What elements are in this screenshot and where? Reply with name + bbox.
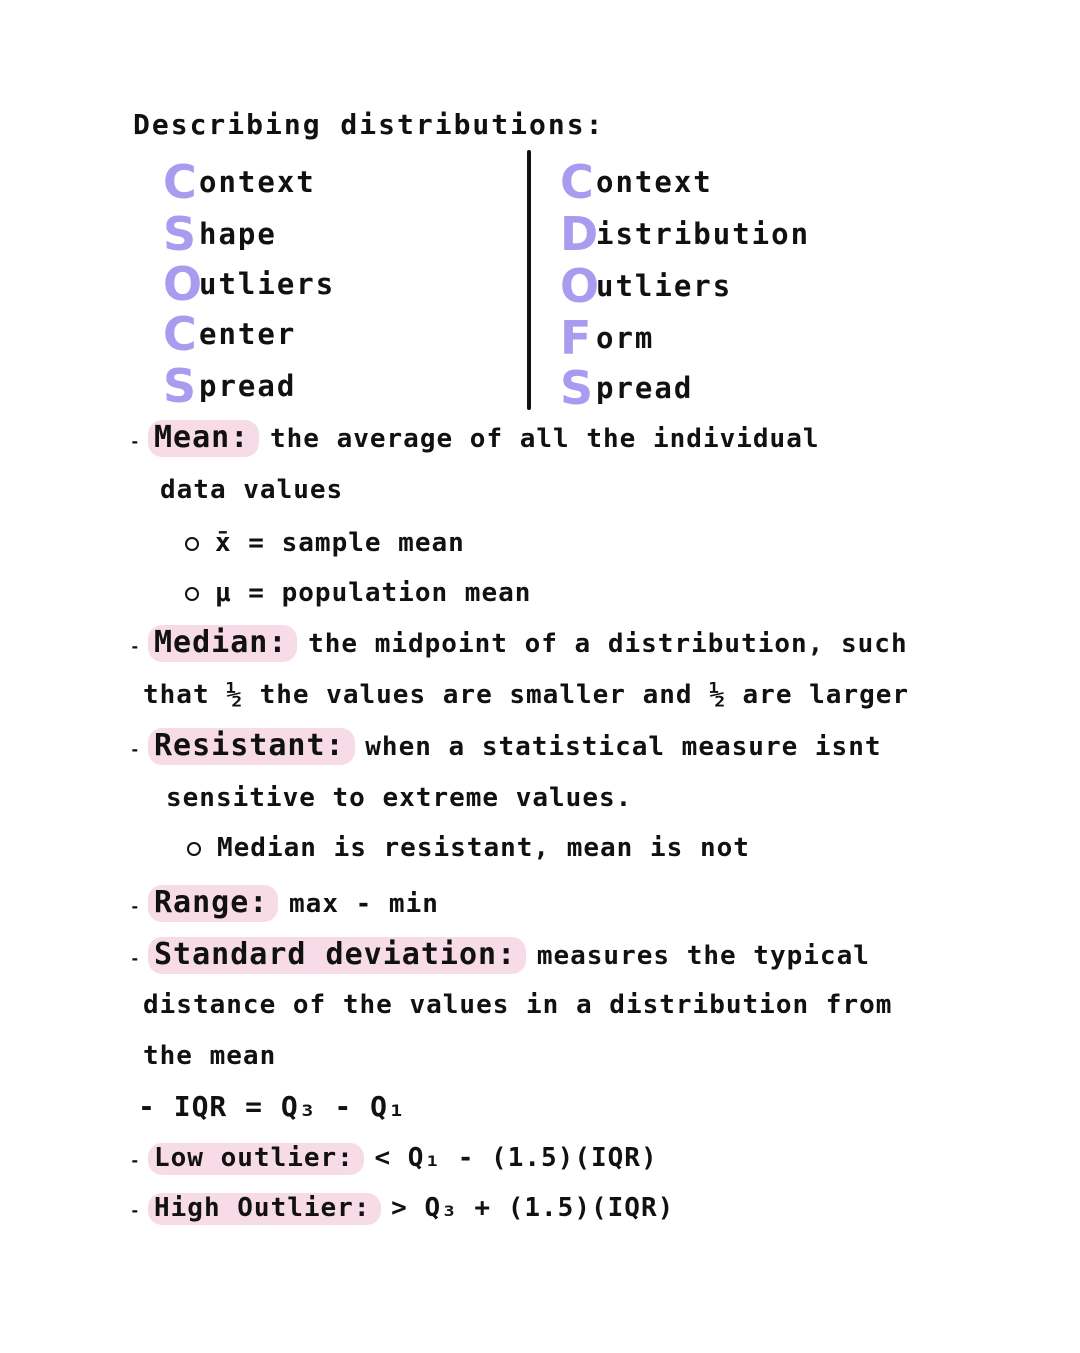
median-text-line2: that ½ the values are smaller and ½ are larger bbox=[143, 680, 910, 710]
bullet-dot bbox=[185, 587, 199, 601]
acronym-letter: O bbox=[560, 259, 600, 313]
sd-term: Standard deviation: bbox=[148, 937, 526, 974]
mean-text-line1: the average of all the individual bbox=[269, 424, 820, 454]
range-text: max - min bbox=[289, 889, 439, 919]
acronym-word: orm bbox=[596, 321, 655, 355]
acronym-letter: F bbox=[560, 311, 592, 365]
high-outlier-formula: > Q₃ + (1.5)(IQR) bbox=[391, 1193, 675, 1223]
socs-item bbox=[163, 361, 296, 411]
acronym-letter: S bbox=[163, 359, 197, 413]
mean-bullet-population bbox=[185, 578, 531, 608]
bullet-text: μ = population mean bbox=[215, 578, 532, 608]
bullet-text: x̄ = sample mean bbox=[215, 528, 465, 558]
high-outlier-definition: - High Outlier: > Q₃ + (1.5)(IQR) bbox=[130, 1193, 675, 1223]
acronym-word: enter bbox=[199, 317, 297, 351]
high-outlier-term: High Outlier: bbox=[148, 1193, 381, 1225]
acronym-letter: D bbox=[560, 207, 599, 261]
range-definition: - Range: max - min bbox=[130, 885, 439, 920]
cdofs-item bbox=[560, 261, 732, 311]
resistant-term: Resistant: bbox=[148, 728, 355, 765]
low-outlier-formula: < Q₁ - (1.5)(IQR) bbox=[374, 1143, 658, 1173]
median-text-line1: the midpoint of a distribution, such bbox=[308, 629, 908, 659]
median-term: Median: bbox=[148, 625, 297, 662]
mean-text-line2: data values bbox=[160, 475, 344, 505]
iqr-formula: - IQR = Q₃ - Q₁ bbox=[138, 1090, 406, 1123]
cdofs-item bbox=[560, 157, 713, 207]
resistant-bullet bbox=[187, 833, 750, 863]
low-outlier-term: Low outlier: bbox=[148, 1143, 364, 1175]
acronym-word: ontext bbox=[596, 165, 713, 199]
resistant-text-line1: when a statistical measure isnt bbox=[365, 732, 882, 762]
bullet-dot bbox=[185, 537, 199, 551]
socs-item bbox=[163, 209, 277, 259]
cdofs-item bbox=[560, 209, 810, 259]
bullet-dot bbox=[187, 842, 201, 856]
acronym-word: pread bbox=[596, 371, 694, 405]
sd-text-line2: distance of the values in a distribution from bbox=[143, 990, 893, 1020]
sd-definition: - Standard deviation: measures the typical bbox=[130, 937, 870, 972]
socs-item bbox=[163, 259, 335, 309]
acronym-word: hape bbox=[199, 217, 277, 251]
low-outlier-definition: - Low outlier: < Q₁ - (1.5)(IQR) bbox=[130, 1143, 658, 1173]
median-definition: - Median: the midpoint of a distribution, such bbox=[130, 625, 908, 660]
mean-term: Mean: bbox=[148, 420, 259, 457]
socs-item bbox=[163, 157, 316, 207]
cdofs-item bbox=[560, 313, 654, 363]
resistant-text-line2: sensitive to extreme values. bbox=[166, 783, 633, 813]
range-term: Range: bbox=[148, 885, 278, 922]
acronym-letter: C bbox=[560, 155, 594, 209]
acronym-word: utliers bbox=[596, 269, 733, 303]
acronym-word: pread bbox=[199, 369, 297, 403]
resistant-definition: - Resistant: when a statistical measure isnt bbox=[130, 728, 882, 763]
mean-bullet-sample bbox=[185, 528, 465, 558]
acronym-word: utliers bbox=[199, 267, 336, 301]
page-title: Describing distributions: bbox=[133, 108, 605, 141]
acronym-letter: S bbox=[560, 361, 594, 415]
bullet-text: Median is resistant, mean is not bbox=[217, 833, 750, 863]
acronym-word: ontext bbox=[199, 165, 316, 199]
acronym-letter: S bbox=[163, 207, 197, 261]
sd-text-line3: the mean bbox=[143, 1041, 277, 1071]
acronym-letter: C bbox=[163, 307, 197, 361]
sd-text-line1: measures the typical bbox=[536, 941, 870, 971]
column-divider bbox=[527, 150, 531, 410]
mean-definition: - Mean: the average of all the individual bbox=[130, 420, 820, 455]
acronym-word: istribution bbox=[596, 217, 811, 251]
cdofs-item bbox=[560, 363, 693, 413]
socs-item bbox=[163, 309, 296, 359]
acronym-letter: C bbox=[163, 155, 197, 209]
acronym-letter: O bbox=[163, 257, 203, 311]
